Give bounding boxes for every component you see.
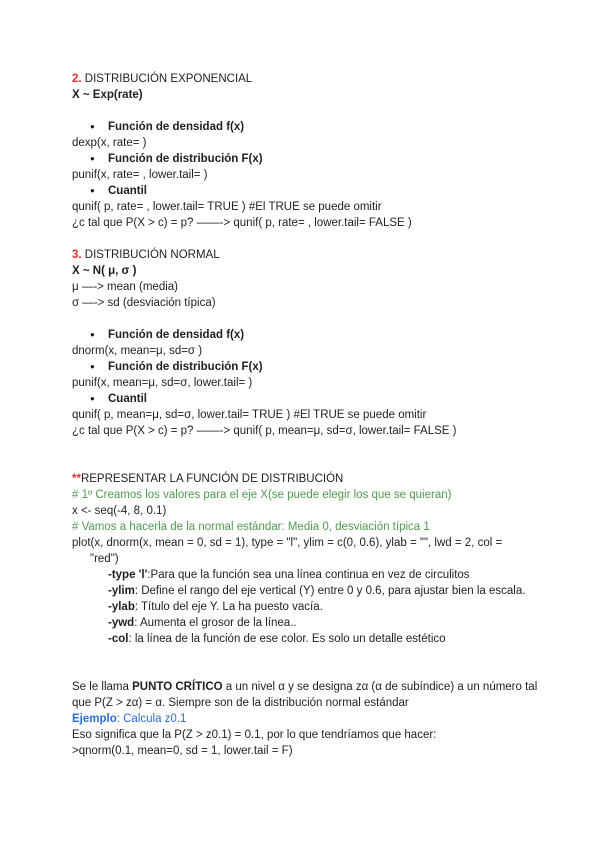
param-ylab <box>72 599 542 615</box>
code-line: qunif( p, mean=μ, sd=σ, lower.tail= TRUE ) #El TRUE se puede omitir <box>72 409 427 421</box>
param-ywd <box>72 615 542 631</box>
text: a un nivel α y se designa zα (α de subíndice) a un número tal que P(Z > zα) = α. Siempre son de la distribución normal estándar <box>72 681 538 709</box>
section-heading-normal <box>72 247 542 263</box>
param-desc: : Título del eje Y. La ha puesto vacía. <box>134 601 323 613</box>
param-key: -col <box>108 633 129 645</box>
distribution-notation: X ~ Exp(rate) <box>72 89 143 101</box>
document-page <box>72 71 542 759</box>
text: Se le llama <box>72 681 133 693</box>
param-desc: : Define el rango del eje vertical (Y) entre 0 y 0.6, para ajustar bien la escala. <box>134 585 526 597</box>
code-line-continued: "red") <box>90 553 119 565</box>
distribution-notation: X ~ N( μ, σ ) <box>72 265 137 277</box>
ejemplo-label: Ejemplo <box>72 713 117 725</box>
bullet-densidad: ● Función de densidad f(x) <box>72 119 542 135</box>
param-desc: : Aumenta el grosor de la línea.. <box>134 617 297 629</box>
ejemplo-line <box>72 711 542 727</box>
section-marker: ** <box>72 473 81 485</box>
param-type <box>72 567 542 583</box>
code-comment: # 1º Creamos los valores para el eje X(se puede elegir los que se quieran) <box>72 489 452 501</box>
section-heading-representar <box>72 471 542 487</box>
code-line: ¿c tal que P(X > c) = p? ——-> qunif( p, rate= , lower.tail= FALSE ) <box>72 217 412 229</box>
code-comment: # Vamos a hacerla de la normal estándar: Media 0, desviación típica 1 <box>72 521 430 533</box>
section-number: 2. <box>72 73 82 85</box>
param-desc: :Para que la función sea una línea continua en vez de circulitos <box>147 569 470 581</box>
code-line: plot(x, dnorm(x, mean = 0, sd = 1), type = "l", ylim = c(0, 0.6), ylab = "", lwd = 2, col = <box>72 537 503 549</box>
param-mu: μ —-> mean (media) <box>72 281 179 293</box>
param-desc: : la línea de la función de ese color. Es solo un detalle estético <box>128 633 446 645</box>
param-key: -type 'l' <box>108 569 148 581</box>
bullet-distribucion: ● Función de distribución F(x) <box>72 359 542 375</box>
section-heading-exponencial <box>72 71 542 87</box>
code-line: >qnorm(0.1, mean=0, sd = 1, lower.tail = F) <box>72 745 293 757</box>
code-line: punif(x, rate= , lower.tail= ) <box>72 169 208 181</box>
param-ylim <box>72 583 542 599</box>
code-line: x <- seq(-4, 8, 0.1) <box>72 505 167 517</box>
section-title: DISTRIBUCIÓN EXPONENCIAL <box>81 73 253 85</box>
param-key: -ylim <box>108 585 135 597</box>
code-line: qunif( p, rate= , lower.tail= TRUE ) #El TRUE se puede omitir <box>72 201 382 213</box>
explanation-line: Eso significa que la P(Z > z0.1) = 0.1, por lo que tendríamos que hacer: <box>72 729 437 741</box>
section-number: 3. <box>72 249 82 261</box>
section-title: DISTRIBUCIÓN NORMAL <box>81 249 220 261</box>
bullet-densidad: ● Función de densidad f(x) <box>72 327 542 343</box>
code-line: dnorm(x, mean=μ, sd=σ ) <box>72 345 203 357</box>
code-line: ¿c tal que P(X > c) = p? ——-> qunif( p, mean=μ, sd=σ, lower.tail= FALSE ) <box>72 425 457 437</box>
code-line: punif(x, mean=μ, sd=σ, lower.tail= ) <box>72 377 253 389</box>
bullet-cuantil: ● Cuantil <box>72 183 542 199</box>
bullet-distribucion: ● Función de distribución F(x) <box>72 151 542 167</box>
ejemplo-text: : Calcula z0.1 <box>116 713 187 725</box>
punto-critico-paragraph <box>72 679 542 711</box>
param-col <box>72 631 542 647</box>
param-key: -ylab <box>108 601 135 613</box>
bullet-cuantil: ● Cuantil <box>72 391 542 407</box>
param-key: -ywd <box>108 617 135 629</box>
section-title: REPRESENTAR LA FUNCIÓN DE DISTRIBUCIÓN <box>80 473 344 485</box>
term-punto-critico: PUNTO CRÍTICO <box>132 681 223 693</box>
param-sigma: σ —-> sd (desviación típica) <box>72 297 216 309</box>
code-line: dexp(x, rate= ) <box>72 137 147 149</box>
